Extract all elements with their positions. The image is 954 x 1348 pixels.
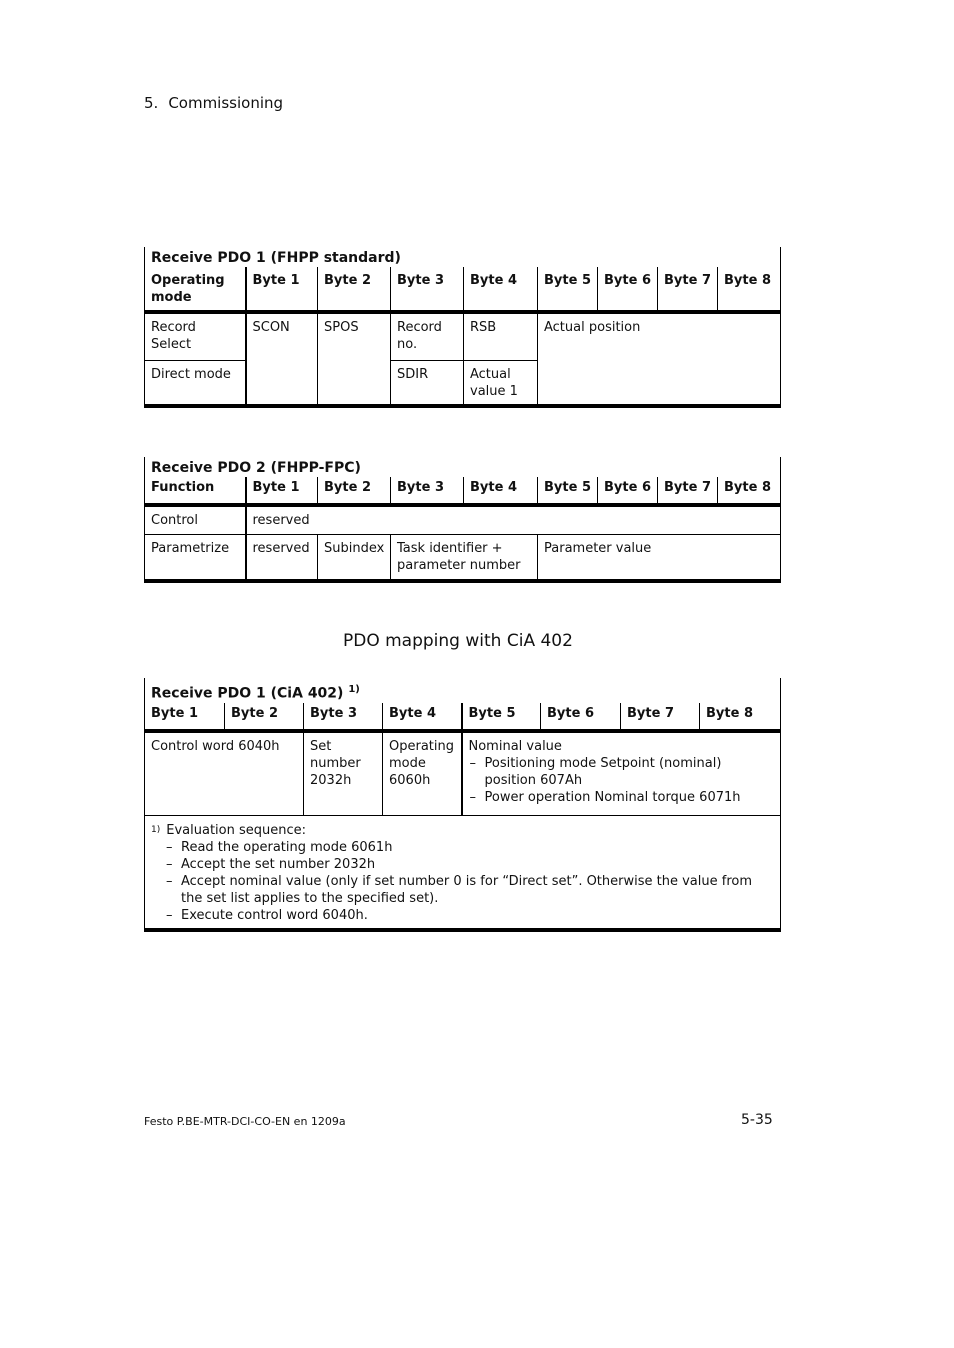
table-title: Receive PDO 1 (FHPP standard) (145, 247, 781, 267)
list-item: – Execute control word 6040h. (165, 907, 774, 924)
footer-doc-id: Festo P.BE-MTR-DCI-CO-EN en 1209a (144, 1115, 346, 1128)
table-cell: SDIR (391, 360, 464, 406)
table-cell: Actual value 1 (464, 360, 538, 406)
header-cell: Function (145, 477, 246, 505)
table-cell: Control (145, 505, 246, 534)
list-item: – Read the operating mode 6061h (165, 839, 774, 856)
header-cell: Byte 3 (304, 703, 383, 731)
header-cell: Byte 8 (718, 267, 781, 312)
header-cell: Byte 3 (391, 477, 464, 505)
table-cell: RSB (464, 312, 538, 360)
table-cell: Parameter value (538, 534, 781, 581)
header-cell: Byte 2 (318, 267, 391, 312)
table-title-text: Receive PDO 1 (CiA 402) (151, 685, 344, 702)
header-cell: Byte 5 (538, 267, 598, 312)
table-cell: reserved (246, 505, 781, 534)
table-cell: Operating mode 6060h (383, 731, 462, 816)
header-cell: Byte 4 (464, 477, 538, 505)
header-cell: Byte 4 (464, 267, 538, 312)
footnote-mark: 1) (348, 684, 360, 695)
header-cell: Byte 8 (718, 477, 781, 505)
header-cell: Byte 1 (246, 267, 318, 312)
table-cell: Direct mode (145, 360, 246, 406)
header-cell: Byte 6 (541, 703, 621, 731)
list-item: – Positioning mode Setpoint (nominal) position 607Ah (469, 755, 775, 789)
nominal-value-title: Nominal value (468, 738, 562, 754)
header-cell: Byte 7 (621, 703, 700, 731)
header-cell: Byte 6 (598, 477, 658, 505)
list-item: – Accept nominal value (only if set number 0 is for “Direct set”. Otherwise the value from the set list applies to the specified set). (165, 873, 774, 907)
list-item: – Power operation Nominal torque 6071h (469, 789, 775, 806)
page-number: 5-35 (741, 1112, 773, 1128)
header-cell: Byte 2 (318, 477, 391, 505)
table-cell: Subindex (318, 534, 391, 581)
table-title: Receive PDO 2 (FHPP-FPC) (145, 457, 781, 477)
table-receive-pdo1-fhpp-standard (144, 247, 781, 408)
table-title (145, 678, 781, 703)
header-cell: Byte 5 (538, 477, 598, 505)
header-cell: Byte 4 (383, 703, 462, 731)
header-cell: Byte 3 (391, 267, 464, 312)
footnote-mark: 1) (151, 825, 161, 836)
header-cell: Byte 1 (246, 477, 318, 505)
header-cell: Byte 7 (658, 477, 718, 505)
table-cell: Task identifier + parameter number (391, 534, 538, 581)
table-cell: Parametrize (145, 534, 246, 581)
table-cell: SPOS (318, 312, 391, 406)
header-cell: Operating mode (145, 267, 246, 312)
header-cell: Byte 1 (145, 703, 225, 731)
chapter-number: 5. (144, 94, 159, 112)
table-cell: Record Select (145, 312, 246, 360)
table-cell: Actual position (538, 312, 781, 406)
table-cell: SCON (246, 312, 318, 406)
footnote-intro: Evaluation sequence: (166, 823, 306, 839)
table-cell: Record no. (391, 312, 464, 360)
header-cell: Byte 8 (700, 703, 781, 731)
table-receive-pdo2-fhpp-fpc (144, 457, 781, 583)
list-item: – Accept the set number 2032h (165, 856, 774, 873)
chapter-title: Commissioning (168, 94, 284, 112)
table-cell: Control word 6040h (145, 731, 304, 816)
header-cell: Byte 7 (658, 267, 718, 312)
table-cell (462, 731, 781, 816)
header-cell: Byte 2 (225, 703, 304, 731)
header-cell: Byte 5 (462, 703, 541, 731)
table-cell: Set number 2032h (304, 731, 383, 816)
running-head (144, 94, 283, 112)
header-cell: Byte 6 (598, 267, 658, 312)
table-receive-pdo1-cia402 (144, 678, 781, 932)
table-footnote (145, 816, 781, 931)
section-heading: PDO mapping with CiA 402 (343, 631, 573, 651)
table-cell: reserved (246, 534, 318, 581)
